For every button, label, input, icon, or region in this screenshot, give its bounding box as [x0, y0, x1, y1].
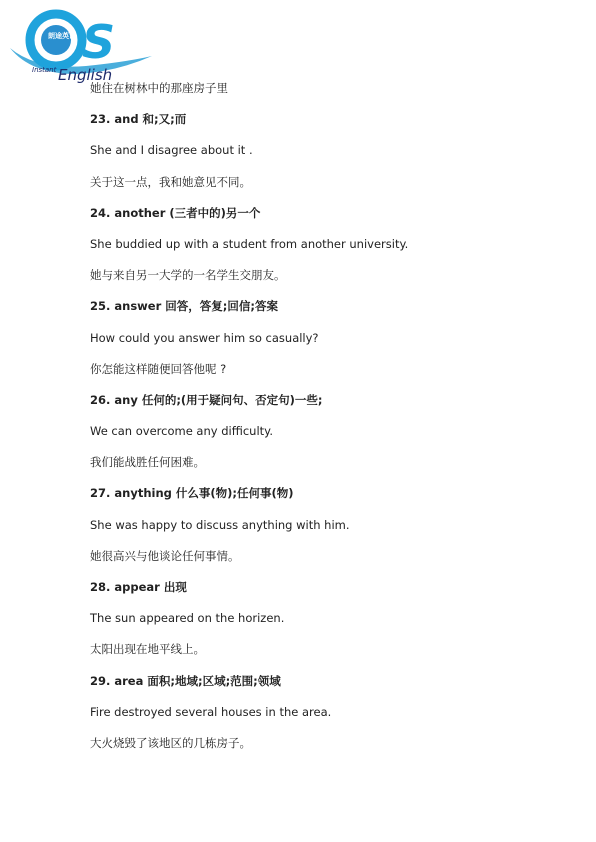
vocab-entry-heading: 26. any 任何的;(用于疑问句、否定句)一些; — [90, 392, 323, 407]
vocab-entry-heading: 28. appear 出现 — [90, 580, 187, 594]
example-sentence-english: She buddied up with a student from another university. — [90, 236, 409, 251]
svg-text:S: S — [82, 15, 116, 69]
vocab-entry-heading: 27. anything 什么事(物);任何事(物) — [90, 486, 294, 501]
example-sentence-english: Fire destroyed several houses in the area. — [90, 704, 332, 719]
vocabulary-list — [90, 78, 550, 764]
example-sentence-english: She was happy to discuss anything with him. — [90, 517, 350, 532]
logo-graphic — [6, 8, 156, 88]
example-sentence-chinese: 你怎能这样随便回答他呢 ? — [90, 361, 227, 376]
example-sentence-chinese: 关于这一点，我和她意见不同。 — [90, 174, 251, 189]
vocab-entry-heading: 29. area 面积;地域;区域;范围;领域 — [90, 673, 281, 688]
logo-brand-text: English — [58, 66, 113, 84]
vocab-entry-heading: 23. and 和;又;而 — [90, 112, 187, 127]
vocab-entry-heading: 24. another (三者中的)另一个 — [90, 205, 261, 220]
example-sentence-chinese: 她很高兴与他谈论任何事情。 — [90, 548, 240, 563]
example-sentence-english: She and I disagree about it . — [90, 143, 253, 158]
vocab-entry-heading: 25. answer 回答，答复;回信;答案 — [90, 299, 278, 314]
example-sentence-english: How could you answer him so casually? — [90, 330, 319, 345]
example-sentence-english: The sun appeared on the horizen. — [90, 611, 285, 626]
example-sentence-chinese: 大火烧毁了该地区的几栋房子。 — [90, 735, 251, 750]
logo-small-text: Instant — [32, 66, 57, 74]
example-sentence-chinese: 她住在树林中的那座房子里 — [90, 81, 228, 95]
example-sentence-chinese: 太阳出现在地平线上。 — [90, 642, 205, 657]
example-sentence-chinese: 她与来自另一大学的一名学生交朋友。 — [90, 268, 286, 283]
example-sentence-english: We can overcome any difficulty. — [90, 424, 273, 439]
brand-logo — [6, 8, 156, 88]
example-sentence-chinese: 我们能战胜任何困难。 — [90, 455, 205, 470]
logo-badge-text: 朗途英语 — [48, 32, 76, 40]
